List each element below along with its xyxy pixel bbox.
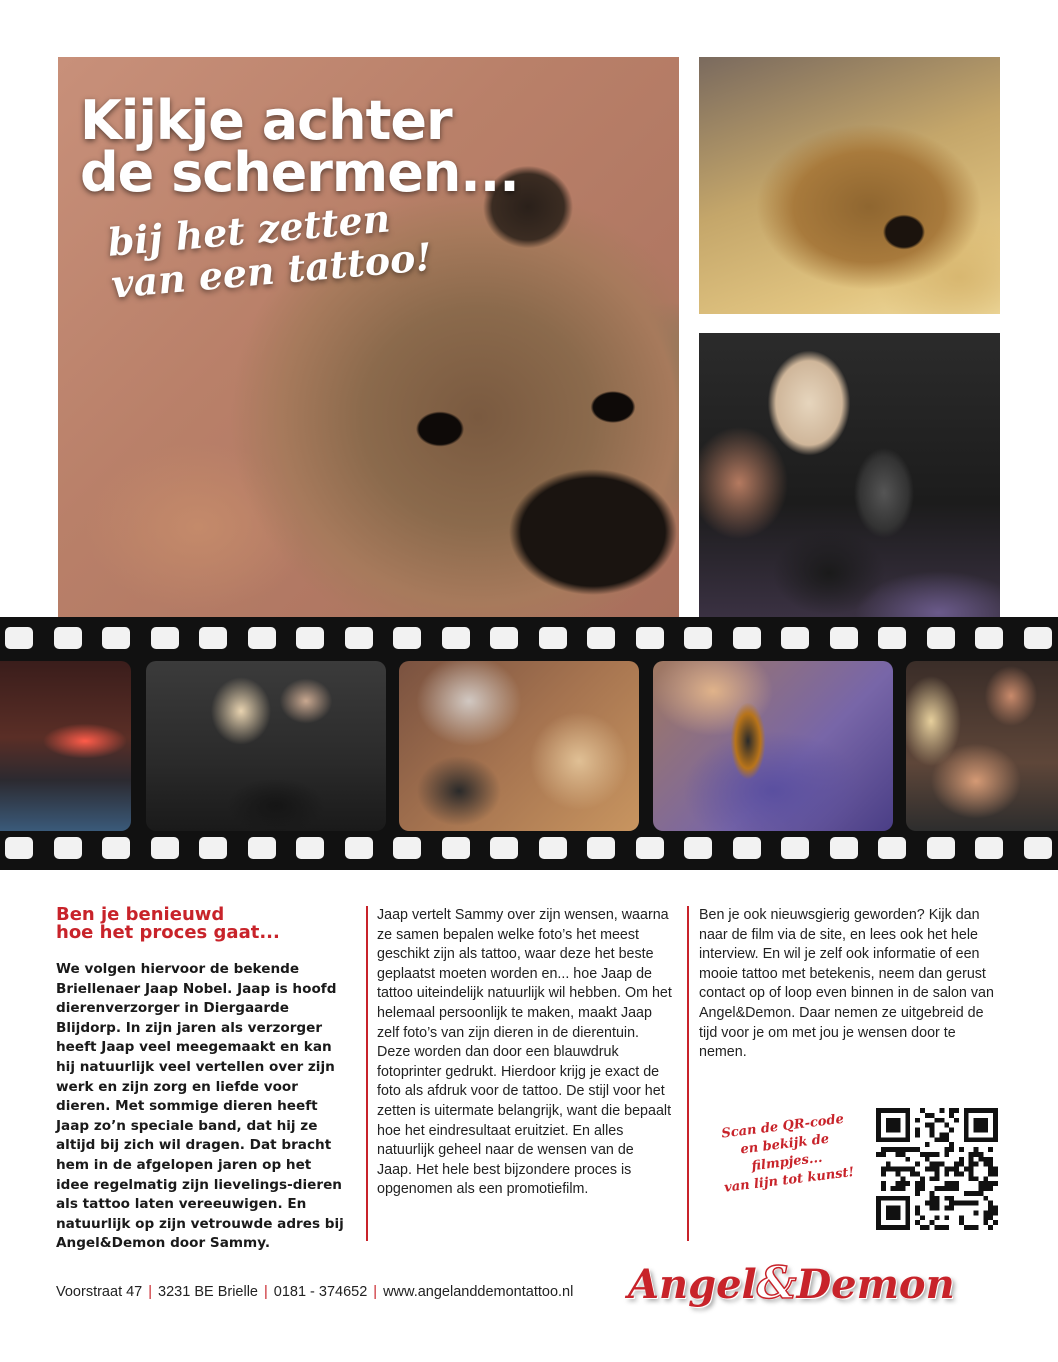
film-perforation [1024,837,1052,859]
footer-street: Voorstraat 47 [56,1284,143,1300]
column-divider [687,906,689,1241]
film-perforations-top [0,627,1058,649]
film-perforation [587,627,615,649]
film-perforation [393,837,421,859]
film-perforation [54,627,82,649]
film-perforation [102,627,130,649]
article-intro: We volgen hiervoor de bekende Briellenaer Jaap Nobel. Jaap is hoofd dierenverzorger in Diergaarde Blijdorp. In zijn jaren als verzorger heeft Jaap veel meegemaakt en kan hij natuurlijk veel vertellen over zijn werk en zijn zorg en liefde voor dieren. Met sommige dieren heeft Jaap zo’n speciale band, dat hij ze altijd bij zich wil dragen. Dat bracht hem in de afgelopen jaren op het idee regelmatig zijn lievelings-dieren als tattoo laten vereeuwigen. En natuurlijk op zijn vetrouwde adres bij Angel&Demon door Sammy. [56,961,344,1252]
film-perforation [830,837,858,859]
column-divider [366,906,368,1241]
qr-note: Scan de QR-code en bekijk de filmpjes... van lijn tot kunst! [720,1111,855,1196]
film-perforation [296,837,324,859]
film-perforation [878,837,906,859]
film-perforation [393,627,421,649]
qr-code[interactable] [876,1108,998,1230]
article-column-1 [56,906,346,1254]
film-perforation [199,627,227,649]
film-perforation [975,837,1003,859]
page-subtitle: bij het zetten van een tattoo! [105,195,434,307]
film-perforation [830,627,858,649]
film-frame-salon [0,661,131,831]
page-title: Kijkje achter de schermen... [80,89,519,204]
film-perforation [54,837,82,859]
film-perforation [733,627,761,649]
hyena-print-photo [699,57,1000,314]
film-perforation [5,627,33,649]
film-perforation [248,837,276,859]
film-perforation [490,627,518,649]
film-perforation [345,627,373,649]
film-frame-tattooing [653,661,893,831]
film-perforation [442,837,470,859]
film-perforation [975,627,1003,649]
article-column-3 [699,906,999,1063]
film-perforation [539,627,567,649]
film-perforation [151,627,179,649]
logo-word-demon: Demon [796,1261,955,1308]
film-perforation [1024,627,1052,649]
film-perforation [781,837,809,859]
film-perforation [199,837,227,859]
film-perforation [151,837,179,859]
tattoo-artist-photo [699,333,1000,617]
article-heading: Ben je benieuwd hoe het proces gaat... [56,904,280,943]
film-perforation [5,837,33,859]
footer-contact [56,1284,573,1300]
film-frame-client [906,661,1058,831]
footer-phone[interactable]: 0181 - 374652 [273,1284,368,1300]
film-perforation [927,837,955,859]
film-perforation [927,627,955,649]
hyena-tattoo-photo [58,57,679,617]
film-perforation [587,837,615,859]
film-perforation [296,627,324,649]
footer-separator: | [263,1284,268,1300]
film-perforation [248,627,276,649]
film-perforation [733,837,761,859]
footer-website-link[interactable]: www.angelanddemontattoo.nl [383,1284,574,1300]
logo-word-angel: Angel [628,1261,757,1308]
footer-separator: | [148,1284,153,1300]
film-perforation [684,837,712,859]
footer-separator: | [373,1284,378,1300]
logo-ampersand: & [756,1258,797,1309]
article-column-2 [377,906,672,1200]
film-strip [0,617,1058,870]
film-perforations-bottom [0,837,1058,859]
angel-demon-logo [628,1258,955,1309]
film-frame-consultation [146,661,386,831]
film-frame-stencil [399,661,639,831]
film-perforation [442,627,470,649]
film-perforation [539,837,567,859]
article-body-2: Jaap vertelt Sammy over zijn wensen, waarna ze samen bepalen welke foto’s het meest geschikt zijn als tattoo, waar deze het beste geplaatst moeten worden en... hoe Jaap de tattoo uiteindelijk natuurlijk wil hebben. Om het helemaal persoonlijk te maken, maakt Jaap zelf foto’s van zijn dieren in de dierentuin. Deze worden dan door een blauwdruk fotoprinter gedrukt. Hierdoor krijg je exact de foto als afdruk voor de tattoo. De stijl voor het zetten is uitermate belangrijk, want die bepaalt hoe het eindresultaat eruitziet. En alles natuurlijk geheel naar de wensen van de Jaap. Het hele best bijzondere proces is opgenomen als een promotiefilm. [377,907,672,1198]
film-perforation [781,627,809,649]
film-perforation [490,837,518,859]
film-perforation [878,627,906,649]
film-perforation [684,627,712,649]
footer-city: 3231 BE Brielle [158,1284,258,1300]
film-perforation [636,627,664,649]
film-perforation [345,837,373,859]
film-perforation [636,837,664,859]
article-body-3: Ben je ook nieuwsgierig geworden? Kijk dan naar de film via de site, en lees ook het hele interview. En wil je zelf ook informatie of een mooie tattoo met betekenis, neem dan gerust contact op of loop even binnen in de salon van Angel&Demon. Daar nemen ze uitgebreid de tijd voor je om met jou je wensen door te nemen. [699,907,994,1061]
film-perforation [102,837,130,859]
